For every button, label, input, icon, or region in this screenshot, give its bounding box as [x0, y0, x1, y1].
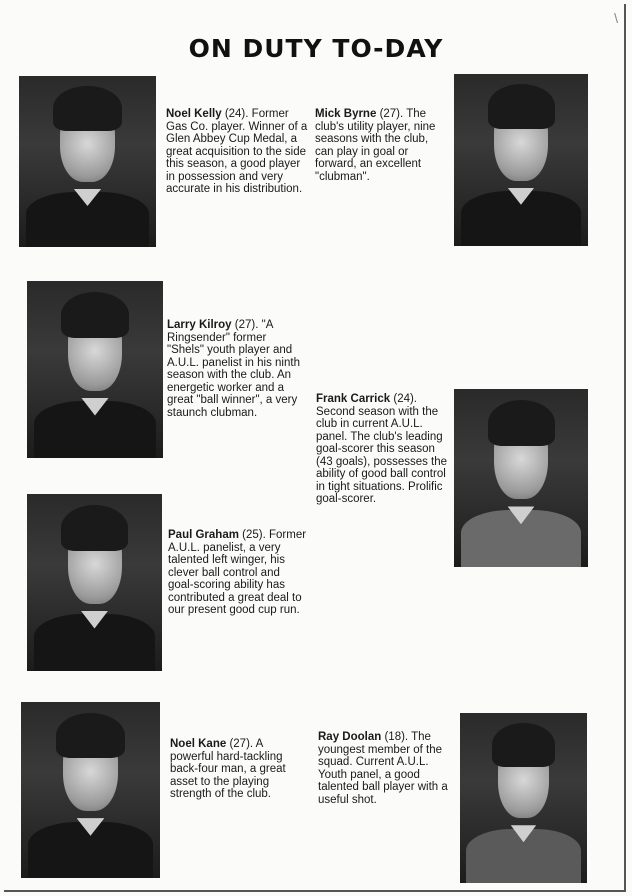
player-photo-frank-carrick: [454, 389, 588, 567]
player-age: (27).: [379, 108, 404, 120]
player-age: (27).: [229, 738, 254, 750]
player-age: (27).: [234, 319, 259, 331]
player-text: "A Ringsender" former "Shels" youth player and A.U.L. panelist in his ninth season with the club. An energetic worker and a great "ball winner", a very staunch clubman.: [167, 319, 300, 419]
player-bio-noel-kane: [170, 738, 302, 801]
player-text: The youngest member of the squad. Current A.U.L. Youth panel, a good talented ball player with a useful shot.: [318, 731, 448, 806]
player-name: Mick Byrne: [315, 108, 377, 120]
player-name: Noel Kane: [170, 738, 227, 750]
player-text: A powerful hard-tackling back-four man, a great asset to the playing strength of the club.: [170, 738, 286, 800]
player-bio-larry-kilroy: [167, 319, 302, 419]
player-photo-mick-byrne: [454, 74, 588, 246]
player-bio-ray-doolan: [318, 731, 450, 806]
player-text: Second season with the club in current A.U.L. panel. The club's leading goal-scorer this season (43 goals), possesses the ability of good ball control in tight situations. Prolific goal-scorer.: [316, 405, 448, 505]
player-bio-mick-byrne: [315, 108, 445, 183]
player-photo-ray-doolan: [460, 713, 587, 883]
player-name: Larry Kilroy: [167, 319, 232, 331]
player-photo-noel-kelly: [19, 76, 156, 247]
player-text: Former Gas Co. player. Winner of a Glen Abbey Cup Medal, a great acquisition to the side this season, a good player in possession and very accurate in his distribution.: [166, 108, 308, 195]
player-text: Former A.U.L. panelist, a very talented left winger, his clever ball control and goal-scoring ability has contributed a great deal to our present good cup run.: [168, 529, 307, 616]
player-photo-noel-kane: [21, 702, 160, 878]
player-photo-paul-graham: [27, 494, 162, 671]
player-bio-frank-carrick: [316, 393, 452, 506]
player-name: Noel Kelly: [166, 108, 222, 120]
player-age: (25).: [242, 529, 266, 541]
player-bio-paul-graham: [168, 529, 308, 617]
player-age: (18).: [384, 731, 409, 743]
player-bio-noel-kelly: [166, 108, 308, 196]
player-age: (24).: [224, 108, 249, 120]
corner-mark: \: [614, 10, 618, 26]
player-photo-larry-kilroy: [27, 281, 163, 458]
player-text: The club's utility player, nine seasons with the club, can play in goal or forward, an excellent "clubman".: [315, 108, 436, 183]
player-name: Frank Carrick: [316, 393, 391, 405]
page-title: ON DUTY TO-DAY: [188, 34, 444, 63]
player-age: (24).: [393, 393, 418, 405]
player-name: Ray Doolan: [318, 731, 382, 743]
player-name: Paul Graham: [168, 529, 239, 541]
